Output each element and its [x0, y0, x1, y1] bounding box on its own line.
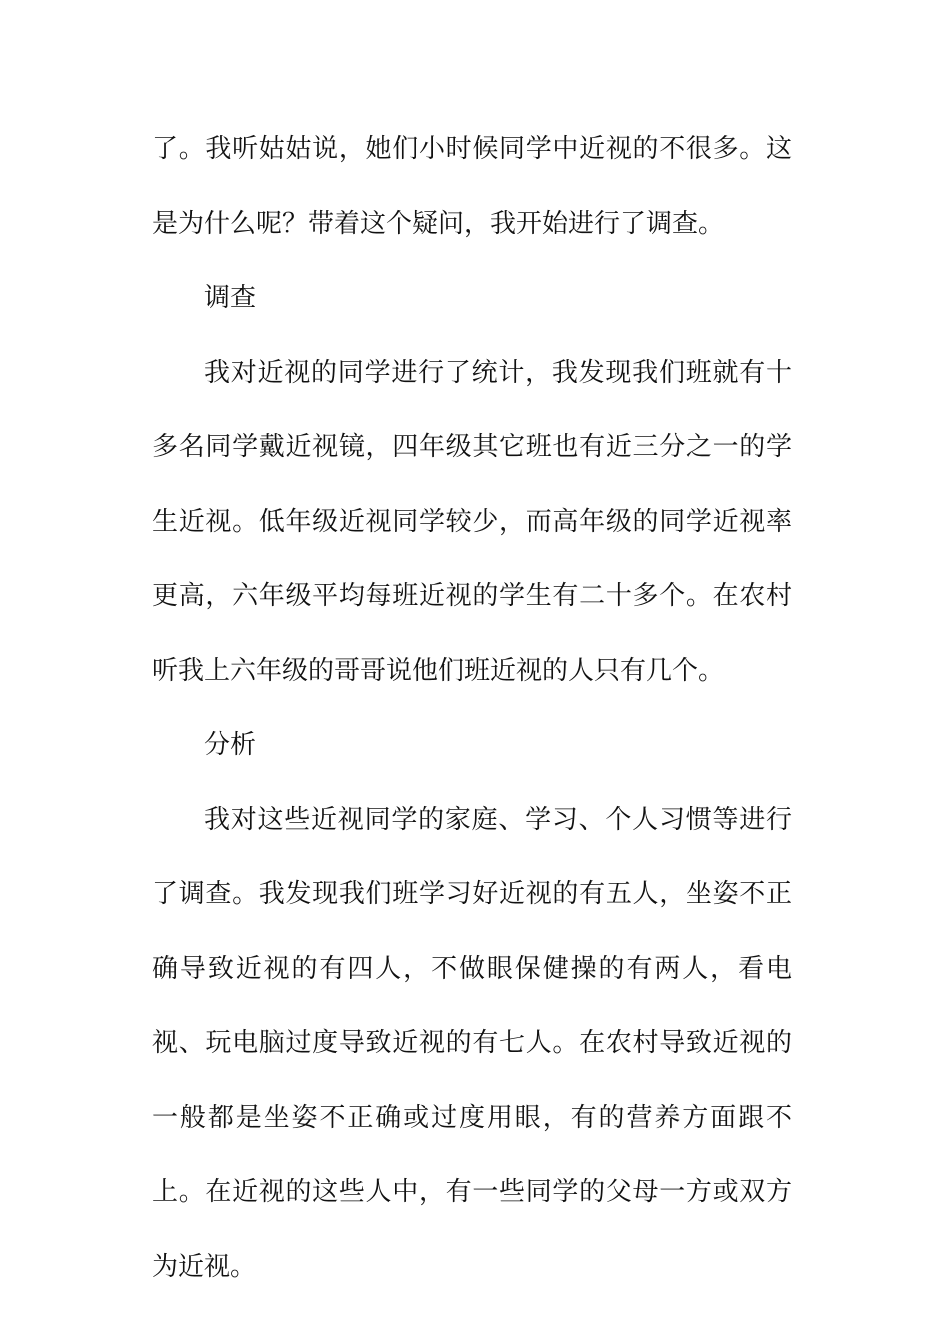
document-body — [152, 112, 792, 1304]
section-heading-analysis: 分析 — [204, 730, 257, 760]
paragraph-analysis: 我对这些近视同学的家庭、学习、个人习惯等进行了调查。我发现我们班学习好近视的有五人，坐姿不正确导致近视的有四人，不做眼保健操的有两人，看电视、玩电脑过度导致近视的有七人。在农村导致近视的一般都是坐姿不正确或过度用眼，有的营养方面跟不上。在近视的这些人中，有一些同学的父母一方或双方为近视。 — [152, 804, 792, 1282]
paragraph-intro-continuation: 了。我听姑姑说，她们小时候同学中近视的不很多。这是为什么呢？带着这个疑问，我开始进行了调查。 — [152, 134, 792, 239]
section-heading-survey: 调查 — [204, 283, 257, 313]
paragraph-survey: 我对近视的同学进行了统计，我发现我们班就有十多名同学戴近视镜，四年级其它班也有近三分之一的学生近视。低年级近视同学较少，而高年级的同学近视率更高，六年级平均每班近视的学生有二十多个。在农村听我上六年级的哥哥说他们班近视的人只有几个。 — [152, 357, 792, 686]
